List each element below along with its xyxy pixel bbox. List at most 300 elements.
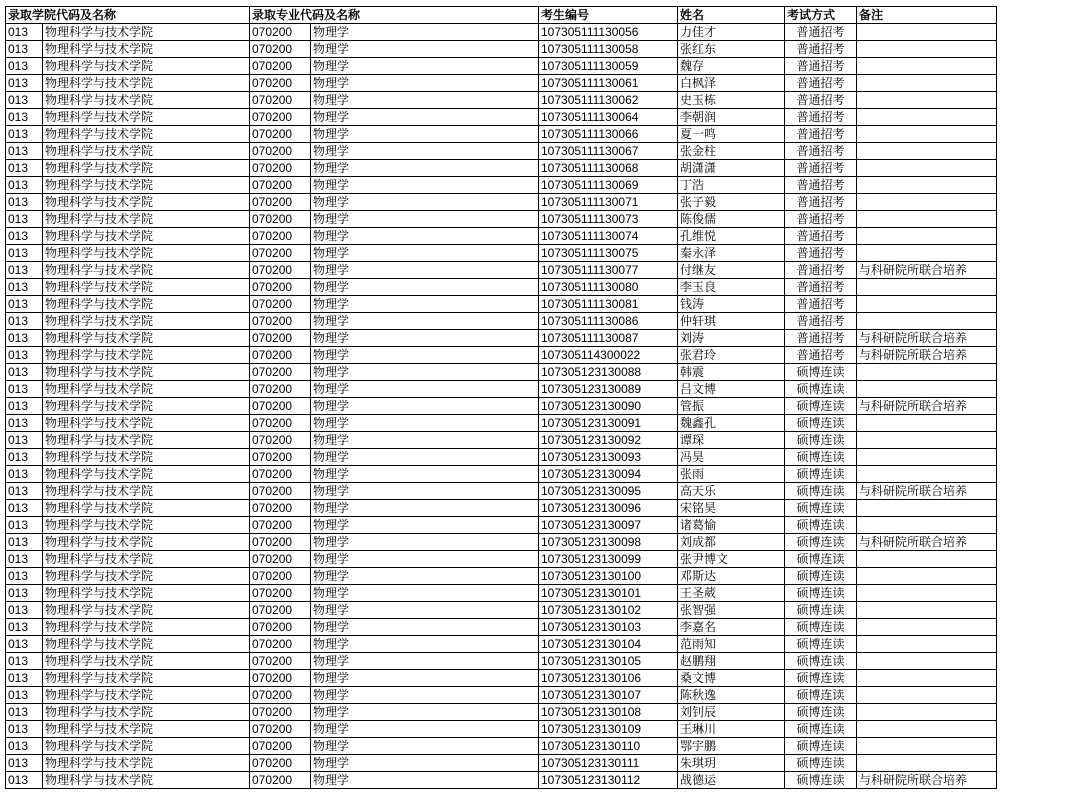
exam-no-cell: 107305123130097 [539, 517, 678, 534]
table-row [6, 24, 997, 41]
major-code-cell: 070200 [250, 704, 311, 721]
table-row [6, 228, 997, 245]
table-row [6, 772, 997, 789]
exam-type-cell: 普通招考 [785, 194, 857, 211]
major-code-cell: 070200 [250, 670, 311, 687]
exam-type-cell: 硕博连读 [785, 755, 857, 772]
student-name-cell: 高天乐 [678, 483, 785, 500]
college-code-cell: 013 [6, 483, 43, 500]
college-name-cell: 物理科学与技术学院 [43, 92, 250, 109]
exam-no-cell: 107305123130104 [539, 636, 678, 653]
college-code-cell: 013 [6, 109, 43, 126]
exam-type-cell: 普通招考 [785, 109, 857, 126]
header-row [6, 7, 997, 24]
major-code-cell: 070200 [250, 653, 311, 670]
exam-no-cell: 107305111130086 [539, 313, 678, 330]
student-name-cell: 谭琛 [678, 432, 785, 449]
note-cell [857, 738, 997, 755]
exam-type-cell: 硕博连读 [785, 568, 857, 585]
college-name-cell: 物理科学与技术学院 [43, 721, 250, 738]
major-code-cell: 070200 [250, 194, 311, 211]
exam-no-cell: 107305111130074 [539, 228, 678, 245]
major-name-cell: 物理学 [311, 755, 539, 772]
exam-no-cell: 107305111130067 [539, 143, 678, 160]
college-name-cell: 物理科学与技术学院 [43, 143, 250, 160]
student-name-cell: 桑文博 [678, 670, 785, 687]
college-code-cell: 013 [6, 449, 43, 466]
table-row [6, 619, 997, 636]
college-code-cell: 013 [6, 415, 43, 432]
exam-type-cell: 硕博连读 [785, 738, 857, 755]
exam-no-cell: 107305123130091 [539, 415, 678, 432]
major-name-cell: 物理学 [311, 551, 539, 568]
table-row [6, 211, 997, 228]
student-name-cell: 白枫泽 [678, 75, 785, 92]
exam-type-cell: 硕博连读 [785, 415, 857, 432]
major-name-cell: 物理学 [311, 636, 539, 653]
exam-no-cell: 107305123130100 [539, 568, 678, 585]
college-name-cell: 物理科学与技术学院 [43, 415, 250, 432]
student-name-cell: 张红东 [678, 41, 785, 58]
college-name-cell: 物理科学与技术学院 [43, 177, 250, 194]
major-name-cell: 物理学 [311, 381, 539, 398]
college-name-cell: 物理科学与技术学院 [43, 245, 250, 262]
table-row [6, 602, 997, 619]
college-code-cell: 013 [6, 381, 43, 398]
student-name-cell: 范雨知 [678, 636, 785, 653]
table-row [6, 92, 997, 109]
exam-no-cell: 107305123130106 [539, 670, 678, 687]
college-name-cell: 物理科学与技术学院 [43, 687, 250, 704]
college-code-cell: 013 [6, 636, 43, 653]
table-row [6, 75, 997, 92]
major-name-cell: 物理学 [311, 704, 539, 721]
exam-type-cell: 硕博连读 [785, 636, 857, 653]
major-code-cell: 070200 [250, 330, 311, 347]
note-cell: 与科研院所联合培养 [857, 772, 997, 789]
exam-type-cell: 硕博连读 [785, 483, 857, 500]
exam-no-cell: 107305123130103 [539, 619, 678, 636]
college-name-cell: 物理科学与技术学院 [43, 109, 250, 126]
table-row [6, 398, 997, 415]
student-name-cell: 夏一鸣 [678, 126, 785, 143]
student-name-cell: 冯昊 [678, 449, 785, 466]
exam-type-cell: 普通招考 [785, 24, 857, 41]
exam-type-cell: 普通招考 [785, 126, 857, 143]
table-row [6, 364, 997, 381]
college-name-cell: 物理科学与技术学院 [43, 381, 250, 398]
major-code-cell: 070200 [250, 364, 311, 381]
college-name-cell: 物理科学与技术学院 [43, 653, 250, 670]
college-name-cell: 物理科学与技术学院 [43, 330, 250, 347]
major-code-cell: 070200 [250, 92, 311, 109]
note-cell [857, 585, 997, 602]
college-name-cell: 物理科学与技术学院 [43, 738, 250, 755]
student-name-cell: 刘成都 [678, 534, 785, 551]
major-name-cell: 物理学 [311, 41, 539, 58]
note-cell [857, 432, 997, 449]
table-row [6, 483, 997, 500]
major-code-cell: 070200 [250, 602, 311, 619]
exam-type-cell: 普通招考 [785, 75, 857, 92]
note-cell [857, 245, 997, 262]
exam-type-cell: 普通招考 [785, 347, 857, 364]
college-name-cell: 物理科学与技术学院 [43, 534, 250, 551]
table-row [6, 109, 997, 126]
college-code-cell: 013 [6, 262, 43, 279]
exam-no-cell: 107305123130089 [539, 381, 678, 398]
table-row [6, 670, 997, 687]
note-cell [857, 415, 997, 432]
college-code-cell: 013 [6, 177, 43, 194]
college-name-cell: 物理科学与技术学院 [43, 160, 250, 177]
exam-no-cell: 107305111130087 [539, 330, 678, 347]
major-name-cell: 物理学 [311, 772, 539, 789]
exam-no-cell: 107305123130110 [539, 738, 678, 755]
major-code-cell: 070200 [250, 211, 311, 228]
student-name-cell: 李嘉名 [678, 619, 785, 636]
exam-type-cell: 硕博连读 [785, 670, 857, 687]
major-code-cell: 070200 [250, 738, 311, 755]
table-row [6, 126, 997, 143]
exam-no-cell: 107305123130105 [539, 653, 678, 670]
college-name-cell: 物理科学与技术学院 [43, 602, 250, 619]
exam-type-cell: 硕博连读 [785, 534, 857, 551]
note-cell [857, 160, 997, 177]
exam-no-cell: 107305111130077 [539, 262, 678, 279]
major-name-cell: 物理学 [311, 619, 539, 636]
college-name-cell: 物理科学与技术学院 [43, 772, 250, 789]
note-cell [857, 177, 997, 194]
major-name-cell: 物理学 [311, 109, 539, 126]
exam-no-cell: 107305111130073 [539, 211, 678, 228]
table-row [6, 721, 997, 738]
exam-type-cell: 硕博连读 [785, 704, 857, 721]
major-code-cell: 070200 [250, 126, 311, 143]
exam-no-cell: 107305123130111 [539, 755, 678, 772]
table-row [6, 415, 997, 432]
major-code-cell: 070200 [250, 296, 311, 313]
major-name-cell: 物理学 [311, 92, 539, 109]
college-code-cell: 013 [6, 602, 43, 619]
college-name-cell: 物理科学与技术学院 [43, 296, 250, 313]
college-code-cell: 013 [6, 755, 43, 772]
major-name-cell: 物理学 [311, 738, 539, 755]
note-cell [857, 704, 997, 721]
student-name-cell: 刘涛 [678, 330, 785, 347]
exam-no-cell: 107305114300022 [539, 347, 678, 364]
college-code-cell: 013 [6, 313, 43, 330]
college-name-cell: 物理科学与技术学院 [43, 228, 250, 245]
college-code-cell: 013 [6, 92, 43, 109]
major-code-cell: 070200 [250, 245, 311, 262]
student-name-cell: 秦永泽 [678, 245, 785, 262]
note-cell [857, 41, 997, 58]
college-name-cell: 物理科学与技术学院 [43, 24, 250, 41]
exam-type-cell: 普通招考 [785, 177, 857, 194]
student-name-cell: 管振 [678, 398, 785, 415]
college-name-cell: 物理科学与技术学院 [43, 755, 250, 772]
student-name-cell: 丁浩 [678, 177, 785, 194]
college-name-cell: 物理科学与技术学院 [43, 551, 250, 568]
college-name-cell: 物理科学与技术学院 [43, 619, 250, 636]
major-code-cell: 070200 [250, 619, 311, 636]
table-row [6, 534, 997, 551]
student-name-cell: 鄂宇鹏 [678, 738, 785, 755]
college-name-cell: 物理科学与技术学院 [43, 262, 250, 279]
major-name-cell: 物理学 [311, 653, 539, 670]
note-cell [857, 364, 997, 381]
major-code-cell: 070200 [250, 517, 311, 534]
note-cell: 与科研院所联合培养 [857, 347, 997, 364]
exam-type-cell: 普通招考 [785, 211, 857, 228]
college-code-cell: 013 [6, 432, 43, 449]
table-row [6, 500, 997, 517]
exam-no-cell: 107305111130075 [539, 245, 678, 262]
student-name-cell: 王圣葳 [678, 585, 785, 602]
note-cell [857, 126, 997, 143]
student-name-cell: 孔维悦 [678, 228, 785, 245]
table-row [6, 653, 997, 670]
major-code-cell: 070200 [250, 58, 311, 75]
note-cell [857, 619, 997, 636]
student-name-cell: 史玉栋 [678, 92, 785, 109]
table-row [6, 194, 997, 211]
college-code-cell: 013 [6, 296, 43, 313]
student-name-cell: 战德运 [678, 772, 785, 789]
exam-no-cell: 107305111130064 [539, 109, 678, 126]
college-code-cell: 013 [6, 670, 43, 687]
header-note: 备注 [857, 7, 997, 24]
note-cell [857, 568, 997, 585]
exam-no-cell: 107305123130107 [539, 687, 678, 704]
college-name-cell: 物理科学与技术学院 [43, 41, 250, 58]
exam-type-cell: 硕博连读 [785, 551, 857, 568]
table-row [6, 449, 997, 466]
college-name-cell: 物理科学与技术学院 [43, 279, 250, 296]
note-cell: 与科研院所联合培养 [857, 483, 997, 500]
exam-type-cell: 硕博连读 [785, 585, 857, 602]
major-code-cell: 070200 [250, 109, 311, 126]
exam-no-cell: 107305123130088 [539, 364, 678, 381]
major-code-cell: 070200 [250, 636, 311, 653]
exam-type-cell: 硕博连读 [785, 398, 857, 415]
student-name-cell: 付继友 [678, 262, 785, 279]
exam-no-cell: 107305111130059 [539, 58, 678, 75]
exam-type-cell: 硕博连读 [785, 381, 857, 398]
college-code-cell: 013 [6, 245, 43, 262]
header-exam-type: 考试方式 [785, 7, 857, 24]
student-name-cell: 陈秋逸 [678, 687, 785, 704]
major-name-cell: 物理学 [311, 75, 539, 92]
exam-no-cell: 107305123130092 [539, 432, 678, 449]
college-code-cell: 013 [6, 279, 43, 296]
table-row [6, 687, 997, 704]
major-code-cell: 070200 [250, 381, 311, 398]
exam-no-cell: 107305123130109 [539, 721, 678, 738]
note-cell [857, 755, 997, 772]
student-name-cell: 陈俊儒 [678, 211, 785, 228]
major-name-cell: 物理学 [311, 126, 539, 143]
student-name-cell: 胡潇潇 [678, 160, 785, 177]
college-name-cell: 物理科学与技术学院 [43, 568, 250, 585]
exam-no-cell: 107305123130108 [539, 704, 678, 721]
major-name-cell: 物理学 [311, 602, 539, 619]
college-code-cell: 013 [6, 619, 43, 636]
exam-type-cell: 普通招考 [785, 41, 857, 58]
note-cell [857, 653, 997, 670]
header-name: 姓名 [678, 7, 785, 24]
header-college: 录取学院代码及名称 [6, 7, 250, 24]
student-name-cell: 仲轩琪 [678, 313, 785, 330]
major-name-cell: 物理学 [311, 24, 539, 41]
table-row [6, 313, 997, 330]
major-code-cell: 070200 [250, 449, 311, 466]
major-name-cell: 物理学 [311, 483, 539, 500]
major-name-cell: 物理学 [311, 228, 539, 245]
major-code-cell: 070200 [250, 568, 311, 585]
major-name-cell: 物理学 [311, 415, 539, 432]
note-cell [857, 670, 997, 687]
college-code-cell: 013 [6, 228, 43, 245]
major-code-cell: 070200 [250, 500, 311, 517]
exam-no-cell: 107305123130098 [539, 534, 678, 551]
table-row [6, 279, 997, 296]
table-row [6, 58, 997, 75]
college-name-cell: 物理科学与技术学院 [43, 211, 250, 228]
student-name-cell: 韩震 [678, 364, 785, 381]
exam-no-cell: 107305123130090 [539, 398, 678, 415]
college-name-cell: 物理科学与技术学院 [43, 398, 250, 415]
note-cell [857, 58, 997, 75]
student-name-cell: 魏鑫孔 [678, 415, 785, 432]
college-code-cell: 013 [6, 551, 43, 568]
major-name-cell: 物理学 [311, 670, 539, 687]
exam-type-cell: 硕博连读 [785, 619, 857, 636]
exam-no-cell: 107305111130062 [539, 92, 678, 109]
college-code-cell: 013 [6, 75, 43, 92]
college-name-cell: 物理科学与技术学院 [43, 75, 250, 92]
note-cell [857, 211, 997, 228]
major-name-cell: 物理学 [311, 534, 539, 551]
student-name-cell: 魏存 [678, 58, 785, 75]
student-name-cell: 邓斯达 [678, 568, 785, 585]
table-row [6, 177, 997, 194]
major-name-cell: 物理学 [311, 500, 539, 517]
note-cell [857, 109, 997, 126]
college-code-cell: 013 [6, 568, 43, 585]
major-name-cell: 物理学 [311, 58, 539, 75]
table-row [6, 704, 997, 721]
table-row [6, 755, 997, 772]
header-exam-no: 考生编号 [539, 7, 678, 24]
major-code-cell: 070200 [250, 279, 311, 296]
college-code-cell: 013 [6, 24, 43, 41]
exam-type-cell: 硕博连读 [785, 653, 857, 670]
table-row [6, 466, 997, 483]
college-name-cell: 物理科学与技术学院 [43, 432, 250, 449]
exam-type-cell: 普通招考 [785, 262, 857, 279]
college-code-cell: 013 [6, 772, 43, 789]
college-code-cell: 013 [6, 517, 43, 534]
college-code-cell: 013 [6, 364, 43, 381]
exam-type-cell: 硕博连读 [785, 602, 857, 619]
exam-type-cell: 普通招考 [785, 228, 857, 245]
table-row [6, 262, 997, 279]
student-name-cell: 王琳川 [678, 721, 785, 738]
student-name-cell: 钱涛 [678, 296, 785, 313]
college-name-cell: 物理科学与技术学院 [43, 449, 250, 466]
exam-no-cell: 107305111130058 [539, 41, 678, 58]
exam-type-cell: 普通招考 [785, 92, 857, 109]
major-name-cell: 物理学 [311, 432, 539, 449]
major-name-cell: 物理学 [311, 313, 539, 330]
major-name-cell: 物理学 [311, 585, 539, 602]
table-row [6, 551, 997, 568]
major-name-cell: 物理学 [311, 721, 539, 738]
exam-type-cell: 普通招考 [785, 143, 857, 160]
student-name-cell: 吕文博 [678, 381, 785, 398]
college-name-cell: 物理科学与技术学院 [43, 585, 250, 602]
college-code-cell: 013 [6, 41, 43, 58]
table-row [6, 330, 997, 347]
major-code-cell: 070200 [250, 585, 311, 602]
table-row [6, 568, 997, 585]
table-row [6, 160, 997, 177]
note-cell [857, 24, 997, 41]
college-code-cell: 013 [6, 160, 43, 177]
college-name-cell: 物理科学与技术学院 [43, 126, 250, 143]
major-name-cell: 物理学 [311, 687, 539, 704]
exam-no-cell: 107305111130071 [539, 194, 678, 211]
student-name-cell: 张子毅 [678, 194, 785, 211]
note-cell [857, 517, 997, 534]
exam-type-cell: 硕博连读 [785, 364, 857, 381]
college-code-cell: 013 [6, 330, 43, 347]
exam-type-cell: 普通招考 [785, 279, 857, 296]
note-cell [857, 143, 997, 160]
college-name-cell: 物理科学与技术学院 [43, 313, 250, 330]
college-name-cell: 物理科学与技术学院 [43, 58, 250, 75]
major-name-cell: 物理学 [311, 347, 539, 364]
major-code-cell: 070200 [250, 177, 311, 194]
table-row [6, 41, 997, 58]
exam-no-cell: 107305123130094 [539, 466, 678, 483]
college-code-cell: 013 [6, 687, 43, 704]
exam-type-cell: 硕博连读 [785, 687, 857, 704]
college-code-cell: 013 [6, 58, 43, 75]
college-name-cell: 物理科学与技术学院 [43, 636, 250, 653]
student-name-cell: 李朝润 [678, 109, 785, 126]
college-code-cell: 013 [6, 347, 43, 364]
exam-no-cell: 107305111130080 [539, 279, 678, 296]
student-name-cell: 宋铭昊 [678, 500, 785, 517]
student-name-cell: 张尹博文 [678, 551, 785, 568]
college-code-cell: 013 [6, 211, 43, 228]
student-name-cell: 赵鹏翔 [678, 653, 785, 670]
exam-no-cell: 107305123130101 [539, 585, 678, 602]
note-cell [857, 194, 997, 211]
note-cell [857, 500, 997, 517]
student-name-cell: 张雨 [678, 466, 785, 483]
table-row [6, 143, 997, 160]
exam-type-cell: 普通招考 [785, 313, 857, 330]
major-code-cell: 070200 [250, 432, 311, 449]
major-name-cell: 物理学 [311, 160, 539, 177]
major-code-cell: 070200 [250, 24, 311, 41]
college-name-cell: 物理科学与技术学院 [43, 194, 250, 211]
major-code-cell: 070200 [250, 262, 311, 279]
